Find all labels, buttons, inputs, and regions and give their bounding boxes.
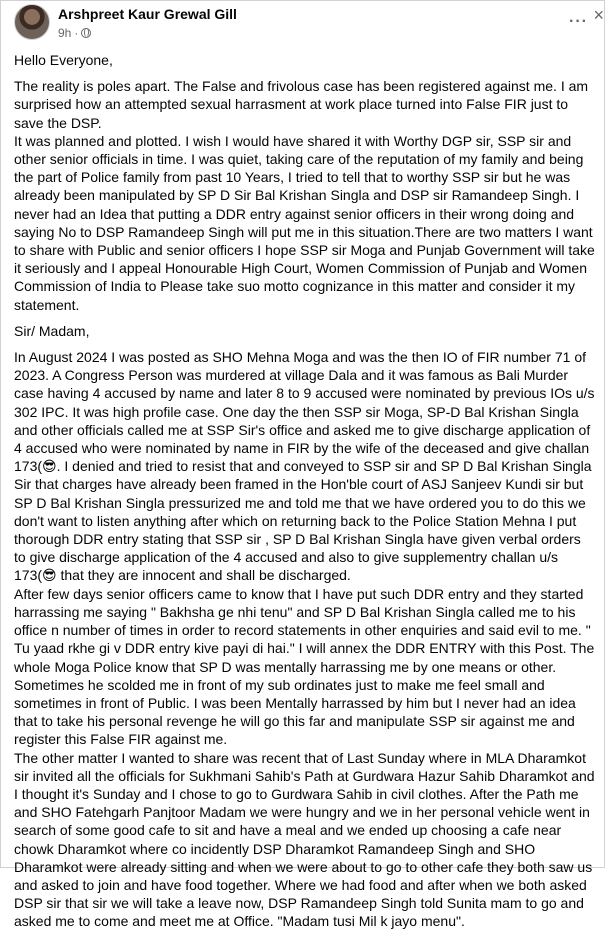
post-paragraph: The other matter I wanted to share was recent that of Last Sunday where in MLA Dharamkot sir invited all the officials for Sukhmani Sahib's Path at Gurdwara Hazur Sahib Dharamkot and I thought it's Sunday and I chose to go to Gurdwara Sahib in civil clothes. After the Path me and SHO Fatehgarh Panjtoor Madam we were hungry and we in her personal vehicle went in search of some good cafe to sit and have a meal and we ended up choosing a cafe near chowk Dharamkot where co incidently DSP Dharamkot Ramandeep Singh and SHO Dharamkot were already sitting and when we were about to go to other cafe they both saw us and asked to join and have food together. Where we had food and after when we both asked DSP sir that sir we will take a leave now, DSP Ramandeep Singh told Sunita mam to go and asked me to come and meet me at Office. "Madam tusi Mil k jayo menu".	[14, 749, 595, 930]
close-icon[interactable]: ×	[593, 5, 604, 25]
globe-icon	[81, 28, 91, 38]
post-paragraph: It was planned and plotted. I wish I would have shared it with Worthy DGP sir, SSP sir and other senior officials in time. I was quiet, taking care of the reputation of my family and being the part of Police family from past 10 Years, I tried to tell that to worthy SSP sir but he was already been manipulated by SP D Sir Bal Krishan Singla and DSP sir Ramandeep Singh. I never had an Idea that putting a DDR entry against senior officers in their wrong doing and saying No to DSP Ramandeep Singh will put me in this situation.There are two matters I want to share with Public and senior officers I hope SSP sir Moga and Punjab Government will take it seriously and I appeal Honourable High Court, Women Commission of Punjab and Women Commission of India to Please take suo motto cognizance in this matter and consider it my statement.	[14, 132, 595, 313]
post-paragraph: After few days senior officers came to know that I have put such DDR entry and they started harrassing me saying " Bakhsha ge nhi tenu" and SP D Bal Krishan Singla called me to his office n number of times in order to record statements in other enquiries and said evil to me. " Tu yaad rkhe gi v DDR entry kive payi di hai." I will annex the DDR ENTRY with this Post. The whole Moga Police know that SP D was mentally harrassing me by one means or other. Sometimes he scolded me in front of my sub ordinates just to make me feel small and sometimes in front of Public. I was been Mentally harrassed by him but I never had an idea that to take his personal revenge he will go this far and manipulate SSP sir against me and register this False FIR against me.	[14, 585, 595, 748]
post-time[interactable]: 9h	[58, 26, 72, 40]
post-paragraph: Sir/ Madam,	[14, 322, 90, 339]
post-paragraph: The reality is poles apart. The False and frivolous case has been registered against me. I am surprised how an attempted sexual harrasment at work place turned into False FIR just to save the DSP.	[14, 78, 589, 131]
more-options-icon[interactable]: ···	[569, 13, 588, 30]
avatar[interactable]	[14, 4, 50, 40]
post-body	[14, 51, 596, 931]
post-paragraph: Hello Everyone,	[14, 52, 113, 68]
post-header	[1, 1, 604, 49]
meta-separator: ·	[74, 26, 79, 40]
author-name[interactable]: Arshpreet Kaur Grewal Gill	[58, 6, 237, 22]
post-meta	[58, 25, 91, 41]
post-paragraph: In August 2024 I was posted as SHO Mehna Moga and was the then IO of FIR number 71 of 2023. A Congress Person was murdered at village Dala and it was famous as Bali Murder case having 4 accused by name and later 8 to 9 accused were nominated by previous IOs u/s 302 IPC. It was high profile case. One day the then SSP sir Moga, SP-D Bal Krishan Singla and other officials called me at SSP Sir's office and asked me to give discharge application of 4 accused who were nominated by name in FIR by the wife of the deceased and give challan 173(😎. I denied and tried to resist that and conveyed to SSP sir and SP D Bal Krishan Singla Sir that charges have already been framed in the Hon'ble court of ASJ Sanjeev Kundi sir but SP D Bal Krishan Singla pressurized me and told me that we have ordered you to do this we don't want to listen anything after which on returning back to the Police Station Mehna I put thorough DDR entry stating that SSP sir , SP D Bal Krishan Singla have given verbal orders to give discharge application of the 4 accused and also to give supplementry challan u/s 173(😎 that they are innocent and shall be discharged.	[14, 349, 595, 584]
